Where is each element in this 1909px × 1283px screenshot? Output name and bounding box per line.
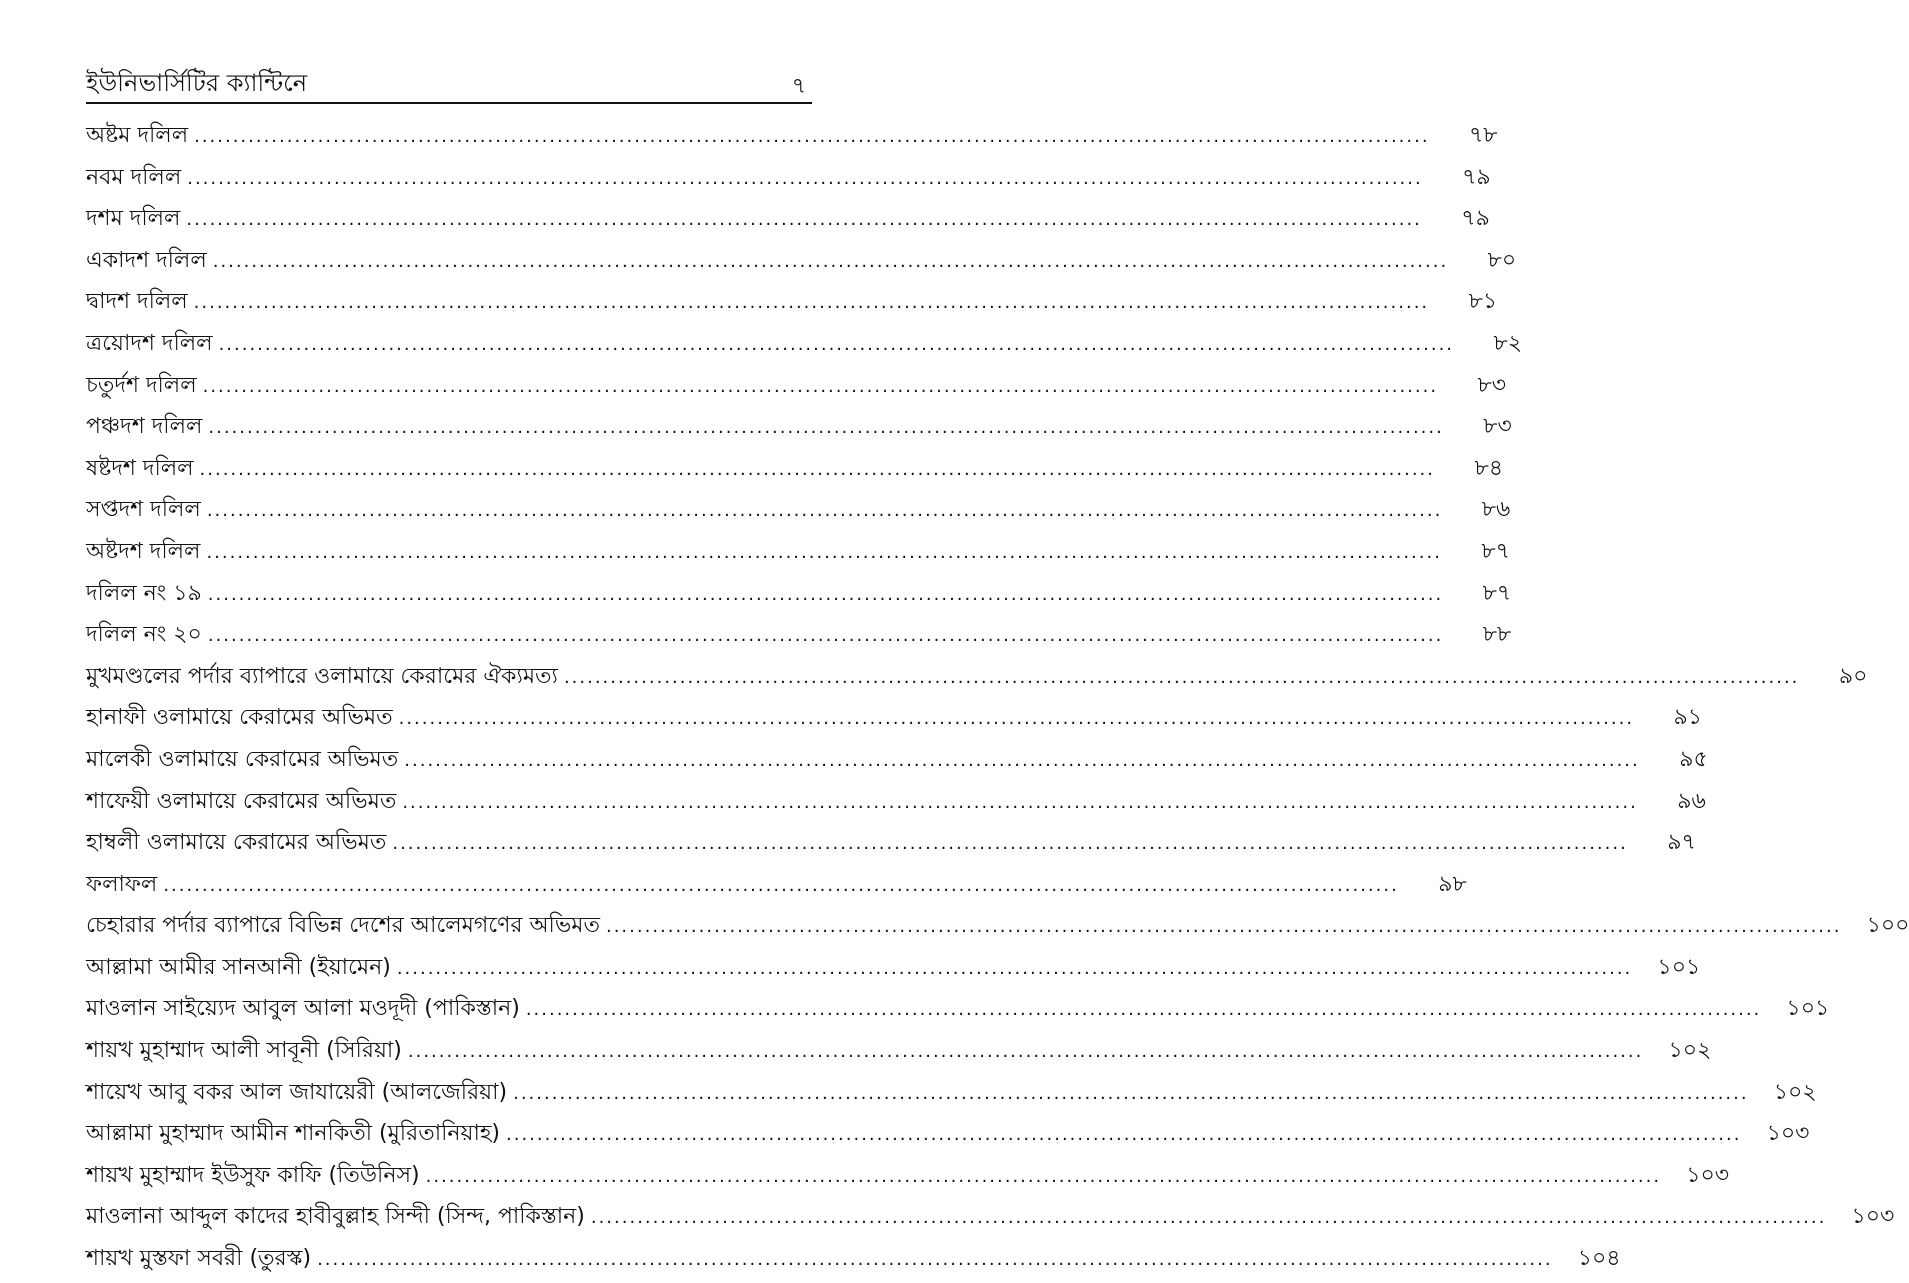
dot-leader bbox=[186, 202, 1421, 238]
toc-entry-title: আল্লামা আমীর সানআনী (ইয়ামেন) bbox=[86, 954, 391, 980]
toc-entry-title: মালেকী ওলামায়ে কেরামের অভিমত bbox=[86, 746, 399, 772]
running-header bbox=[86, 62, 812, 104]
dot-leader bbox=[526, 992, 1761, 1028]
dot-leader bbox=[208, 618, 1443, 654]
toc-entry-page-number: ৭৮ bbox=[1468, 123, 1498, 148]
toc-entry-title: চেহারার পর্দার ব্যাপারে বিভিন্ন দেশের আলেমগণের অভিমত bbox=[86, 913, 600, 939]
toc-entry bbox=[86, 867, 1467, 909]
toc-entry bbox=[86, 908, 1909, 950]
toc-entry-page-number: ১০৪ bbox=[1577, 1246, 1621, 1272]
toc-entry-page-number: ৭৯ bbox=[1462, 164, 1491, 190]
toc-entry bbox=[86, 742, 1708, 784]
toc-entry bbox=[86, 118, 1498, 160]
dot-leader bbox=[408, 1034, 1643, 1070]
toc-entry bbox=[86, 784, 1706, 826]
toc-entry bbox=[86, 534, 1510, 576]
toc-entry-page-number: ৯৮ bbox=[1438, 871, 1467, 897]
toc-entry bbox=[86, 991, 1830, 1033]
toc-entry-title: নবম দলিল bbox=[86, 164, 182, 190]
toc-entry bbox=[86, 368, 1507, 410]
toc-entry-page-number: ৮২ bbox=[1493, 330, 1523, 356]
toc-entry-title: হাম্বলী ওলামায়ে কেরামের অভিমত bbox=[86, 830, 387, 856]
dot-leader bbox=[206, 535, 1441, 571]
toc-entry bbox=[86, 284, 1498, 326]
dot-leader bbox=[208, 410, 1443, 446]
toc-entry bbox=[86, 1116, 1810, 1158]
toc-entry-page-number: ৮৩ bbox=[1477, 372, 1507, 398]
toc-entry-page-number: ১০১ bbox=[1786, 996, 1830, 1022]
toc-entry-title: ত্রয়োদশ দলিল bbox=[86, 330, 213, 356]
toc-entry-page-number: ৮৭ bbox=[1482, 580, 1512, 606]
toc-entry-title: দলিল নং ১৯ bbox=[86, 580, 202, 606]
toc-entry-page-number: ১০৩ bbox=[1686, 1162, 1730, 1188]
toc-entry bbox=[86, 1033, 1712, 1075]
toc-entry-page-number: ৯১ bbox=[1673, 705, 1703, 731]
toc-entry-title: শাফেয়ী ওলামায়ে কেরামের অভিমত bbox=[86, 788, 397, 814]
toc-entry-page-number: ৭৯ bbox=[1461, 206, 1490, 232]
running-header-title: ইউনিভার্সিটির ক্যান্টিনে bbox=[86, 69, 308, 97]
toc-entry-page-number: ১০২ bbox=[1668, 1038, 1712, 1064]
toc-entry bbox=[86, 326, 1523, 368]
toc-entry-title: হানাফী ওলামায়ে কেরামের অভিমত bbox=[86, 705, 393, 731]
dot-leader bbox=[392, 826, 1627, 862]
dot-leader bbox=[402, 785, 1637, 821]
dot-leader bbox=[591, 1200, 1826, 1236]
toc-entry-page-number: ৯৭ bbox=[1667, 830, 1696, 856]
toc-entry-page-number: ৮১ bbox=[1468, 289, 1498, 315]
toc-entry bbox=[86, 201, 1490, 243]
dot-leader bbox=[213, 244, 1448, 280]
toc-entry-title: দশম দলিল bbox=[86, 206, 181, 232]
toc-entry-title: একাদশ দলিল bbox=[86, 247, 207, 273]
toc-entry bbox=[86, 160, 1491, 202]
toc-entry-title: শায়খ মুহাম্মাদ ইউসুফ কাফি (তিউনিস) bbox=[86, 1162, 420, 1188]
toc-entry bbox=[86, 700, 1703, 742]
dot-leader bbox=[203, 369, 1438, 405]
toc-entry bbox=[86, 825, 1696, 867]
toc-entry-page-number: ৮৮ bbox=[1482, 622, 1512, 648]
toc-entry-page-number: ৮৩ bbox=[1483, 414, 1512, 440]
dot-leader bbox=[194, 285, 1429, 321]
toc-entry-title: সপ্তদশ দলিল bbox=[86, 497, 201, 523]
toc-entry-page-number: ৮০ bbox=[1487, 247, 1517, 273]
toc-entry-page-number: ৯৫ bbox=[1679, 746, 1708, 772]
dot-leader bbox=[506, 1117, 1741, 1153]
toc-entry bbox=[86, 576, 1512, 618]
toc-entry bbox=[86, 659, 1868, 701]
toc-entry bbox=[86, 1158, 1730, 1200]
toc-entry-page-number: ১০১ bbox=[1657, 954, 1701, 980]
toc-entry-title: দ্বাদশ দলিল bbox=[86, 289, 188, 315]
toc-entry-title: শায়খ মুহাম্মাদ আলী সাবূনী (সিরিয়া) bbox=[86, 1038, 402, 1064]
toc-entry-title: ষষ্টদশ দলিল bbox=[86, 455, 194, 481]
dot-leader bbox=[208, 577, 1443, 613]
toc-entry bbox=[86, 950, 1701, 992]
dot-leader bbox=[163, 868, 1398, 904]
dot-leader bbox=[399, 701, 1634, 737]
dot-leader bbox=[513, 1076, 1748, 1112]
dot-leader bbox=[219, 327, 1454, 363]
table-of-contents bbox=[86, 118, 1909, 1283]
toc-entry-page-number: ৮৭ bbox=[1481, 538, 1510, 564]
toc-entry-title: মাওলানা আব্দুল কাদের হাবীবুল্লাহ সিন্দী (সিন্দ, পাকিস্তান) bbox=[86, 1204, 585, 1230]
toc-entry-title: দলিল নং ২০ bbox=[86, 622, 202, 648]
toc-entry-page-number: ১০৩ bbox=[1766, 1121, 1810, 1147]
page-number: ৭ bbox=[791, 74, 806, 99]
dot-leader bbox=[564, 660, 1799, 696]
toc-entry-page-number: ১০০ bbox=[1866, 913, 1909, 939]
toc-entry-page-number: ১০২ bbox=[1773, 1079, 1817, 1105]
toc-entry-page-number: ৮৪ bbox=[1474, 455, 1503, 481]
toc-entry-page-number: ১০৩ bbox=[1851, 1204, 1895, 1230]
toc-entry bbox=[86, 617, 1512, 659]
dot-leader bbox=[187, 161, 1422, 197]
dot-leader bbox=[397, 951, 1632, 987]
toc-entry-title: অষ্টদশ দলিল bbox=[86, 538, 201, 564]
toc-entry bbox=[86, 243, 1517, 285]
toc-entry bbox=[86, 451, 1503, 493]
toc-entry-title: অষ্টম দলিল bbox=[86, 123, 189, 148]
toc-entry-title: শায়েখ আবু বকর আল জাযায়েরী (আলজেরিয়া) bbox=[86, 1079, 508, 1105]
toc-entry bbox=[86, 492, 1511, 534]
dot-leader bbox=[404, 743, 1639, 779]
toc-entry-title: পঞ্চদশ দলিল bbox=[86, 414, 203, 440]
toc-entry-title: চতুর্দশ দলিল bbox=[86, 372, 197, 398]
toc-entry-title: মাওলান সাইয়্যেদ আবুল আলা মওদূদী (পাকিস্তান) bbox=[86, 996, 520, 1022]
dot-leader bbox=[207, 493, 1442, 529]
toc-entry bbox=[86, 1075, 1817, 1117]
dot-leader bbox=[200, 452, 1435, 488]
toc-entry-page-number: ৯৬ bbox=[1677, 788, 1706, 814]
toc-entry-page-number: ৮৬ bbox=[1481, 497, 1511, 523]
dot-leader bbox=[426, 1159, 1661, 1195]
dot-leader bbox=[194, 119, 1429, 155]
toc-entry-title: মুখমণ্ডলের পর্দার ব্যাপারে ওলামায়ে কেরামের ঐক্যমত্য bbox=[86, 663, 558, 689]
toc-entry-title: শায়খ মুস্তফা সবরী (তুরস্ক) bbox=[86, 1246, 312, 1272]
toc-entry-title: ফলাফল bbox=[86, 871, 158, 897]
dot-leader bbox=[606, 909, 1841, 945]
toc-entry bbox=[86, 1199, 1895, 1241]
toc-entry-title: আল্লামা মুহাম্মাদ আমীন শানকিতী (মুরিতানিয়াহ) bbox=[86, 1121, 500, 1147]
toc-entry-page-number: ৯০ bbox=[1838, 663, 1868, 689]
dot-leader bbox=[317, 1242, 1552, 1278]
toc-entry bbox=[86, 1241, 1621, 1283]
toc-entry bbox=[86, 409, 1512, 451]
